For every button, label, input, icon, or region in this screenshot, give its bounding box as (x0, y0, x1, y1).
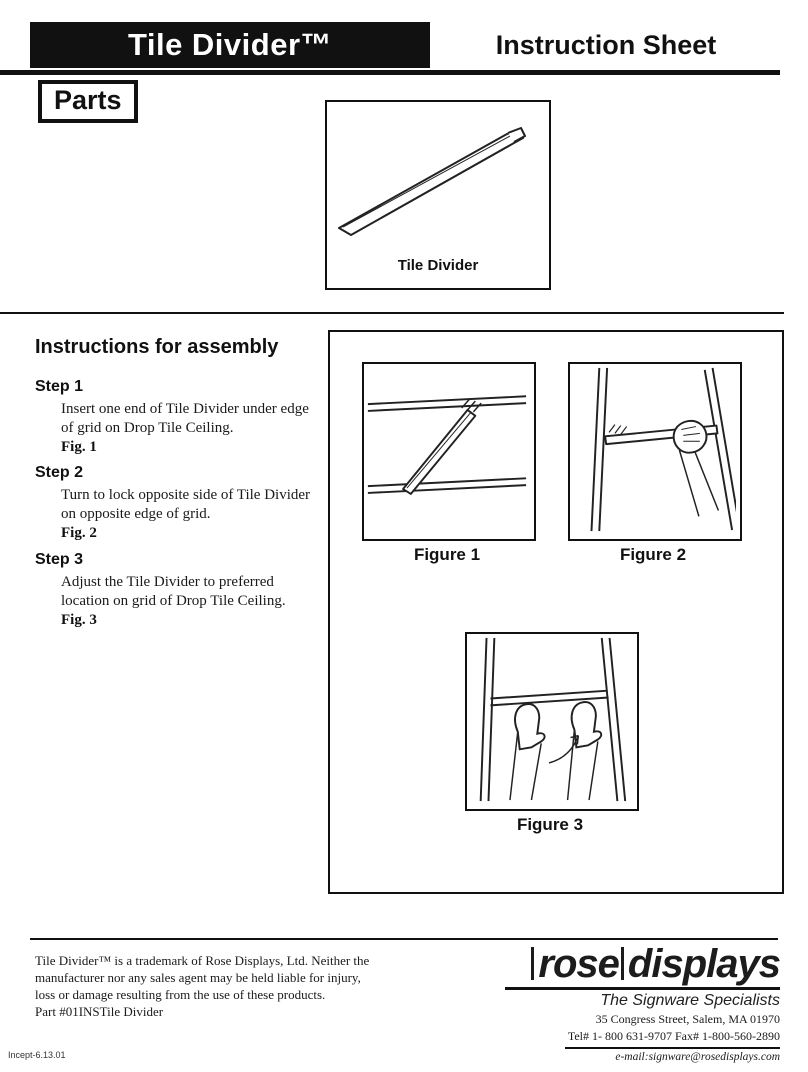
header-divider-rule (0, 70, 780, 75)
step-3-figure-ref: Fig. 3 (61, 611, 97, 628)
disclaimer-line-1: Tile Divider™ is a trademark of Rose Displays, Ltd. Neither the (35, 953, 370, 968)
logo-bar-icon (621, 947, 624, 980)
rose-displays-logo (505, 944, 780, 984)
step-1-figure-ref: Fig. 1 (61, 438, 97, 455)
figure-1-illustration (364, 364, 530, 535)
step-2-label: Step 2 (35, 464, 84, 481)
section-divider-rule (0, 312, 784, 314)
part-number: Part #01INSTile Divider (35, 1004, 164, 1020)
company-tagline: The Signware Specialists (505, 987, 780, 1010)
company-email: e-mail:signware@rosedisplays.com (615, 1051, 780, 1063)
disclaimer-line-3: loss or damage resulting from the use of these products. (35, 987, 326, 1003)
step-2-figure-ref: Fig. 2 (61, 524, 97, 541)
parts-figure-box (325, 100, 551, 290)
parts-heading: Parts (38, 80, 138, 123)
step-2-text: Turn to lock opposite side of Tile Divider on opposite edge of grid. (61, 487, 311, 522)
company-address: 35 Congress Street, Salem, MA 01970 (595, 1012, 780, 1026)
step-3 (35, 551, 305, 630)
step-3-text: Adjust the Tile Divider to preferred location on grid of Drop Tile Ceiling. (61, 574, 286, 609)
logo-word-rose: rose (538, 942, 619, 986)
figure-2-box (568, 362, 742, 541)
figure-3-illustration (467, 634, 633, 805)
step-1-label: Step 1 (35, 378, 84, 395)
contact-divider-rule (565, 1047, 780, 1049)
disclaimer-line-2: manufacturer nor any sales agent may be held liable for injury, (35, 970, 361, 986)
figure-2-illustration (570, 364, 736, 535)
parts-figure-label: Tile Divider (397, 257, 479, 274)
product-title: Tile Divider™ (127, 27, 333, 62)
footer-divider-rule (30, 938, 778, 940)
sheet-subtitle: Instruction Sheet (495, 30, 717, 60)
figure-3-caption: Figure 3 (516, 815, 584, 834)
figure-2-caption: Figure 2 (619, 545, 687, 564)
logo-bar-icon (531, 947, 534, 980)
step-3-label: Step 3 (35, 551, 84, 568)
step-2 (35, 464, 311, 543)
figure-1-box (362, 362, 536, 541)
figure-3-box (465, 632, 639, 811)
trademark-disclaimer (35, 952, 375, 1021)
figure-1-caption: Figure 1 (413, 545, 481, 564)
figures-panel (328, 330, 784, 894)
step-1-text: Insert one end of Tile Divider under edge of grid on Drop Tile Ceiling. (61, 401, 309, 436)
logo-word-displays: displays (627, 942, 780, 986)
product-title-banner (30, 22, 430, 68)
tile-divider-illustration (329, 108, 547, 248)
incept-code: Incept-6.13.01 (8, 1050, 66, 1060)
company-phone-fax: Tel# 1- 800 631-9707 Fax# 1-800-560-2890 (567, 1029, 780, 1043)
instructions-heading: Instructions for assembly (35, 336, 279, 358)
company-logo-block (505, 944, 780, 1063)
step-1 (35, 378, 309, 457)
